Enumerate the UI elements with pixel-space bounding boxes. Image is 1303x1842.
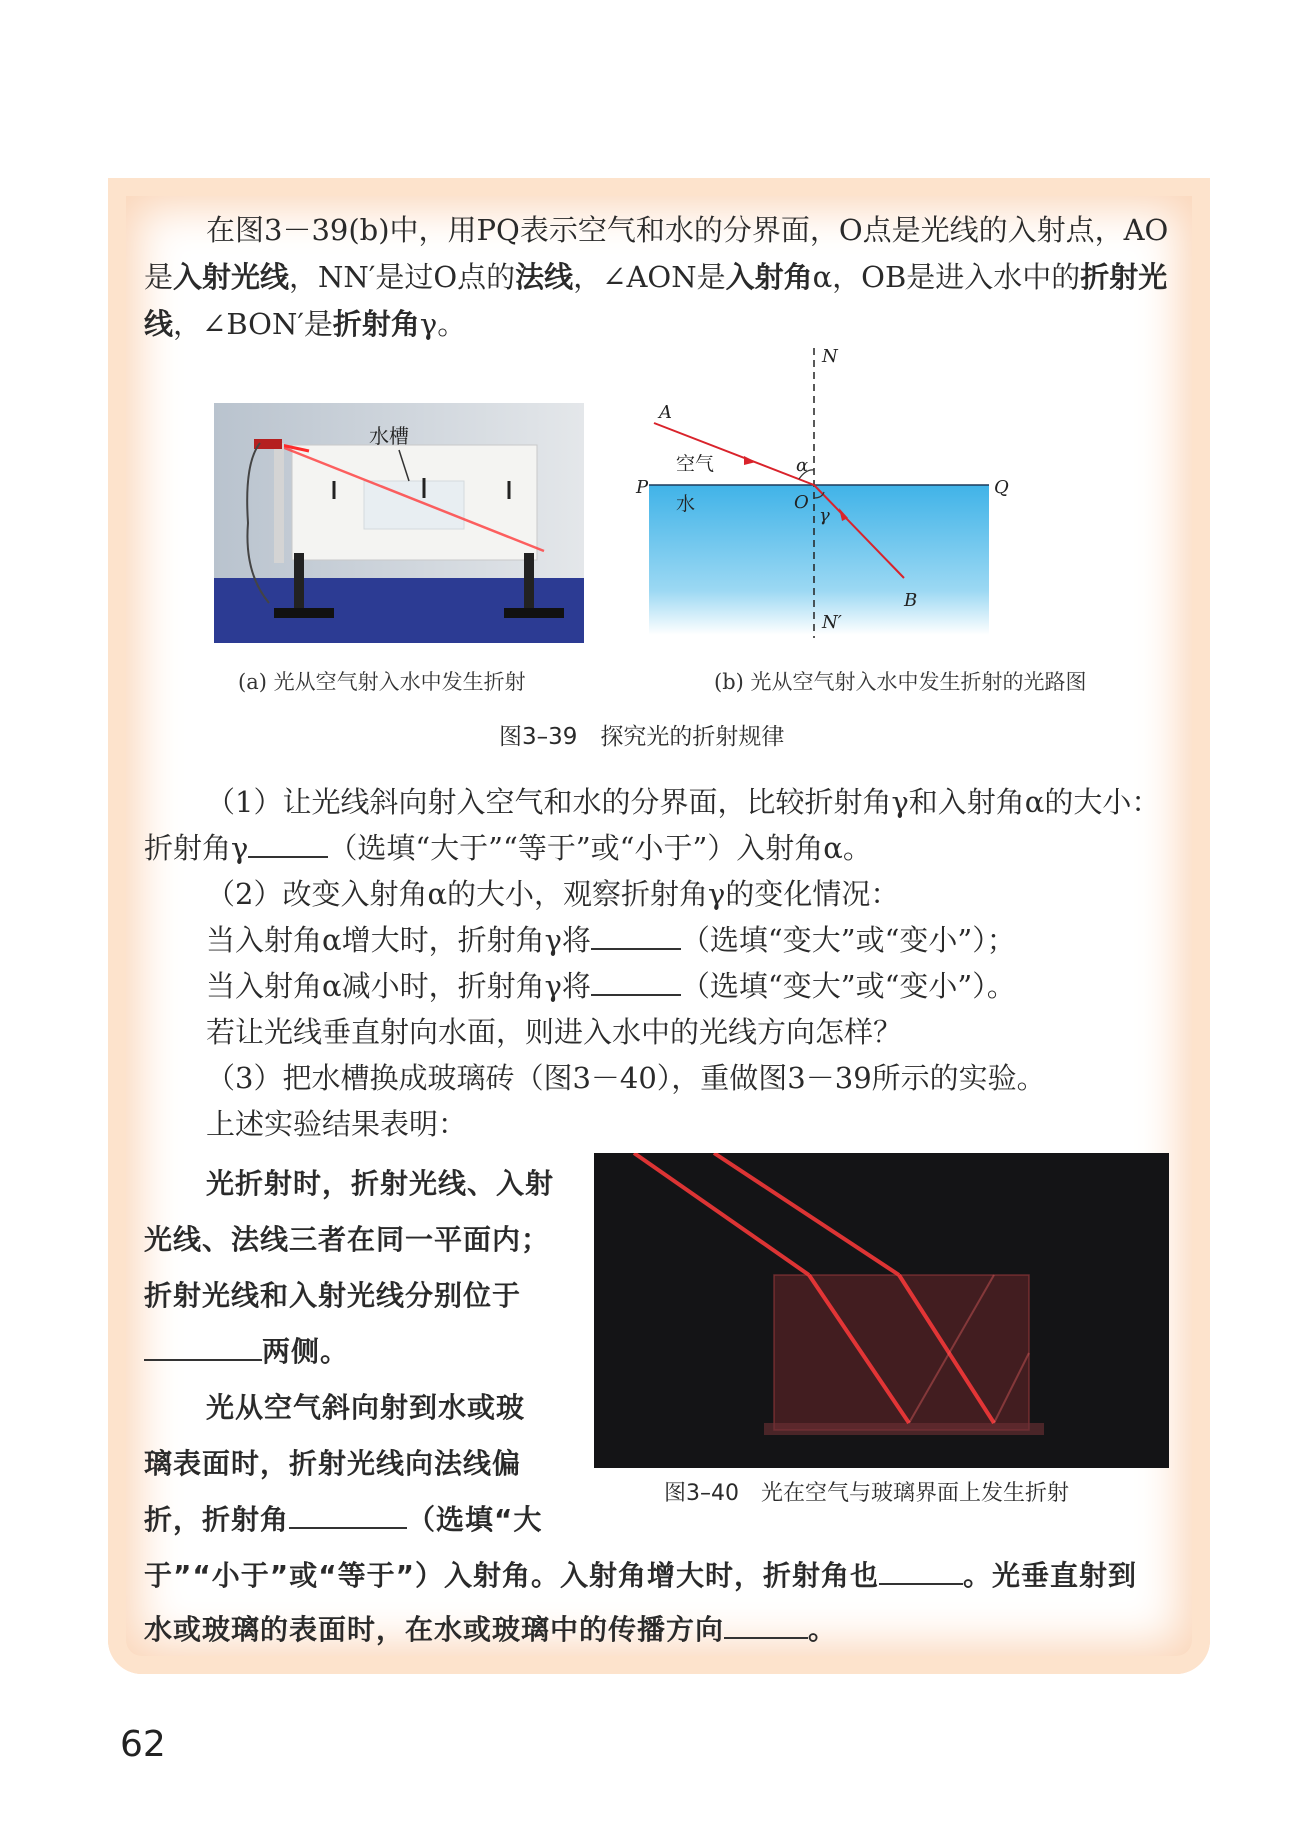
conclusion-line-4: 两侧。 <box>144 1330 349 1370</box>
q2-line-4: 若让光线垂直射向水面，则进入水中的光线方向怎样？ <box>206 1015 903 1049</box>
figure-39-title: 图3–39 探究光的折射规律 <box>499 724 785 750</box>
q3-line-2: 上述实验结果表明： <box>206 1107 468 1141</box>
figure-40-photo <box>594 1153 1169 1468</box>
conclusion-line-1: 光折射时，折射光线、入射 <box>206 1167 555 1200</box>
conclusion-line-8: 于”“小于”或“等于”）入射角。入射角增大时，折射角也 。光垂直射到 <box>144 1559 1138 1592</box>
conclusion-line-3: 折射光线和入射光线分别位于 <box>144 1279 522 1312</box>
svg-text:γ: γ <box>819 505 830 526</box>
figure-39b-caption: (b) 光从空气射入水中发生折射的光路图 <box>714 670 1087 694</box>
svg-text:Q: Q <box>994 477 1009 498</box>
conclusion-line-9: 水或玻璃的表面时，在水或玻璃中的传播方向 。 <box>144 1613 838 1646</box>
q1-line-2: 折射角γ （选填“大于”“等于”或“小于”）入射角α。 <box>144 831 872 865</box>
conclusion-blank-3[interactable] <box>879 1557 963 1585</box>
term-incident-ray: 入射光线 <box>173 260 290 294</box>
term-refracted-ray: 折射光 <box>1080 260 1168 294</box>
svg-text:O: O <box>794 492 809 513</box>
q1-line-1: （1）让光线斜向射入空气和水的分界面，比较折射角γ和入射角α的大小： <box>206 785 1161 819</box>
q2-blank-2[interactable] <box>591 968 681 996</box>
svg-text:P: P <box>636 477 649 498</box>
term-incident-angle: 入射角 <box>725 260 813 294</box>
conclusion-line-7: 折，折射角 （选填“大 <box>144 1503 543 1536</box>
conclusion-line-6: 璃表面时，折射光线向法线偏 <box>144 1447 522 1480</box>
intro-line-2: 是入射光线，NN′是过O点的法线，∠AON是入射角α，OB是进入水中的折射光 <box>144 260 1168 294</box>
conclusion-blank-1[interactable] <box>144 1333 262 1361</box>
figure-40-title: 图3–40 光在空气与玻璃界面上发生折射 <box>664 1481 1069 1506</box>
term-refraction-angle: 折射角 <box>332 307 420 341</box>
content-panel <box>108 178 1210 1674</box>
tank-label: 水槽 <box>369 424 409 448</box>
intro-line-3: 线，∠BON′是折射角γ。 <box>144 307 467 341</box>
svg-text:空气: 空气 <box>676 453 715 475</box>
intro-line-1: 在图3－39(b)中，用PQ表示空气和水的分界面，O点是光线的入射点，AO <box>206 213 1169 247</box>
conclusion-line-2: 光线、法线三者在同一平面内； <box>144 1223 551 1256</box>
page-number: 62 <box>120 1724 166 1765</box>
q2-line-3: 当入射角α减小时，折射角γ将 （选填“变大”或“变小”）。 <box>206 969 1016 1003</box>
conclusion-blank-4[interactable] <box>724 1611 808 1639</box>
figure-39a-caption: (a) 光从空气射入水中发生折射 <box>238 670 526 694</box>
q3-line-1: （3）把水槽换成玻璃砖（图3－40），重做图3－39所示的实验。 <box>206 1061 1046 1095</box>
conclusion-line-5: 光从空气斜向射到水或玻 <box>206 1391 526 1424</box>
figure-39a-photo <box>214 403 584 643</box>
term-normal: 法线 <box>515 260 574 294</box>
q1-blank[interactable] <box>248 830 328 858</box>
conclusion-blank-2[interactable] <box>289 1501 407 1529</box>
svg-text:N′: N′ <box>822 612 842 633</box>
figure-39b-diagram <box>614 338 1054 648</box>
q2-blank-1[interactable] <box>591 922 681 950</box>
svg-text:N: N <box>822 346 838 367</box>
svg-text:A: A <box>659 402 672 423</box>
svg-text:α: α <box>796 455 809 476</box>
svg-text:水: 水 <box>676 493 696 515</box>
svg-text:B: B <box>904 590 918 611</box>
q2-line-1: （2）改变入射角α的大小，观察折射角γ的变化情况： <box>206 877 900 911</box>
q2-line-2: 当入射角α增大时，折射角γ将 （选填“变大”或“变小”）； <box>206 923 1016 957</box>
